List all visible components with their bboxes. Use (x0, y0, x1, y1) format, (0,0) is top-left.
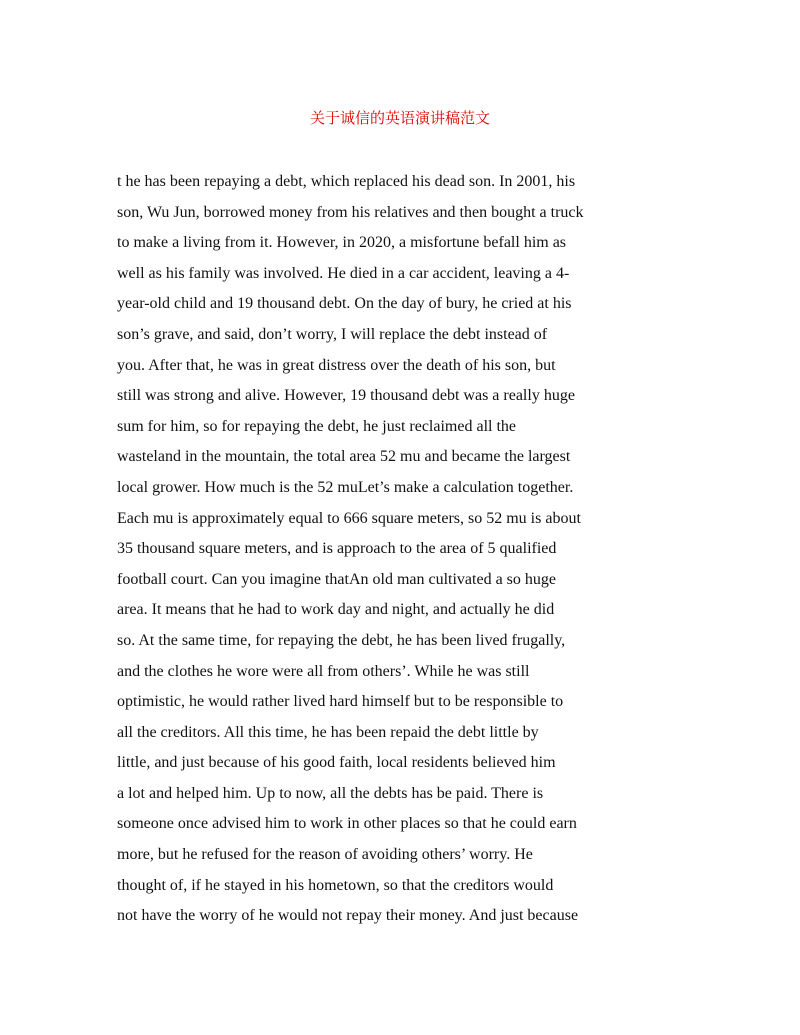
body-line: not have the worry of he would not repay their money. And just because (117, 907, 579, 925)
body-line: area. It means that he had to work day and night, and actually he did (117, 601, 555, 619)
body-line: to make a living from it. However, in 2020, a misfortune befall him as (117, 234, 567, 252)
body-line: so. At the same time, for repaying the debt, he has been lived frugally, (117, 631, 566, 649)
body-line: son’s grave, and said, don’t worry, I will replace the debt instead of (117, 325, 548, 343)
body-line: t he has been repaying a debt, which replaced his dead son. In 2001, his (117, 173, 576, 190)
document-title: 关于诚信的英语演讲稿范文 (309, 109, 490, 127)
body-line: sum for him, so for repaying the debt, he just reclaimed all the (117, 417, 516, 435)
body-line: more, but he refused for the reason of avoiding others’ worry. He (117, 846, 533, 864)
body-line: little, and just because of his good faith, local residents believed him (117, 754, 556, 772)
body-line: optimistic, he would rather lived hard himself but to be responsible to (117, 693, 564, 711)
body-line: someone once advised him to work in other places so that he could earn (117, 815, 577, 833)
body-line: 35 thousand square meters, and is approach to the area of 5 qualified (117, 540, 557, 558)
body-line: son, Wu Jun, borrowed money from his relatives and then bought a truck (117, 203, 584, 221)
body-line: and the clothes he wore were all from others’. While he was still (117, 662, 530, 680)
body-line: a lot and helped him. Up to now, all the debts has be paid. There is (117, 784, 544, 802)
body-line: Each mu is approximately equal to 666 square meters, so 52 mu is about (117, 509, 581, 527)
body-line: year-old child and 19 thousand debt. On the day of bury, he cried at his (117, 295, 572, 313)
body-line: still was strong and alive. However, 19 thousand debt was a really huge (117, 387, 575, 405)
body-line: local grower. How much is the 52 muLet’s make a calculation together. (117, 478, 574, 496)
body-line: well as his family was involved. He died in a car accident, leaving a 4- (117, 264, 570, 282)
body-line: football court. Can you imagine thatAn old man cultivated a so huge (117, 570, 557, 588)
body-line: all the creditors. All this time, he has been repaid the debt little by (117, 723, 539, 741)
document-body (117, 171, 687, 936)
body-line: wasteland in the mountain, the total area 52 mu and became the largest (117, 448, 571, 466)
body-line: thought of, if he stayed in his hometown, so that the creditors would (117, 876, 554, 894)
body-line: you. After that, he was in great distress over the death of his son, but (117, 356, 556, 374)
